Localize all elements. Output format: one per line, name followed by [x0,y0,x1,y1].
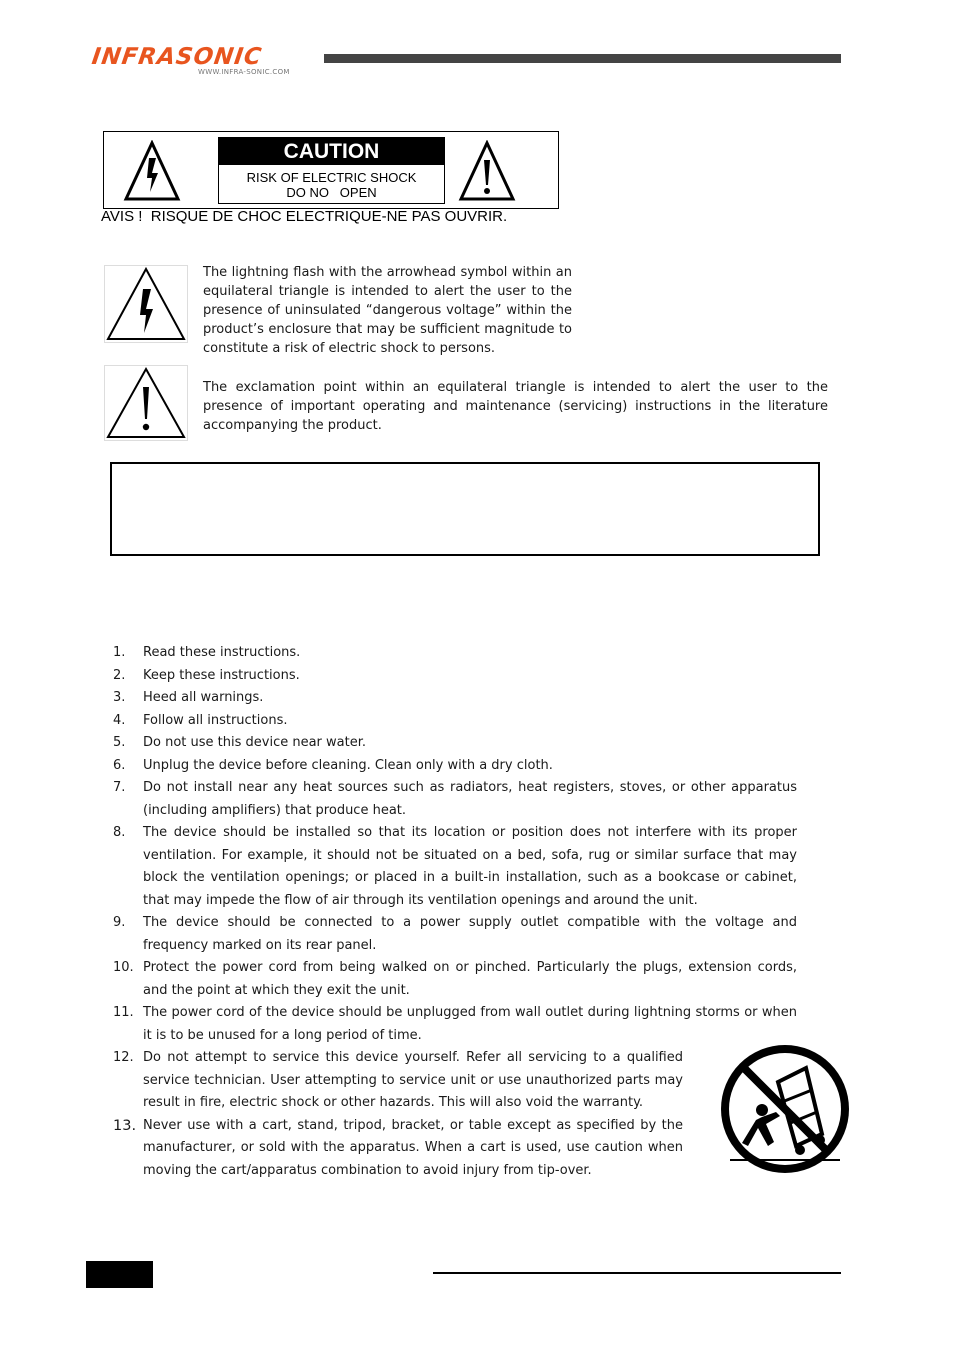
item-text: Never use with a cart, stand, tripod, bracket, or table except as specified by the manufacturer, or sold with the apparatus. When a cart is used, use caution when moving the cart/apparatus combination to avoid injury from tip-over. [143,1117,683,1178]
exclamation-symbol-description: The exclamation point within an equilateral triangle is intended to alert the user to the presence of important operating and maintenance (servicing) instructions in the literature accompanying the product. [203,380,828,433]
caution-line-2: DO NO OPEN [286,185,377,200]
list-item [113,642,797,665]
item-number: 11. [113,1005,134,1020]
list-item [113,1047,683,1115]
lightning-triangle-icon [104,265,188,347]
item-number: 7. [113,780,126,795]
brand-logo [92,44,308,80]
list-item [113,710,797,733]
item-number: 12. [113,1050,134,1065]
item-text: Unplug the device before cleaning. Clean only with a dry cloth. [143,757,553,773]
list-item [113,732,797,755]
list-item [113,912,797,957]
list-item [113,957,797,1002]
list-item [113,755,797,778]
list-item [113,1115,683,1183]
safety-instructions-list [113,642,797,1182]
lightning-triangle-icon [123,140,181,206]
item-text: Keep these instructions. [143,667,300,683]
cart-tip-over-warning-icon [718,1042,852,1180]
item-number: 13. [113,1117,137,1134]
item-number: 4. [113,712,126,728]
list-item [113,687,797,710]
list-item [113,1002,797,1047]
item-text: Follow all instructions. [143,712,288,728]
item-number: 9. [113,915,126,930]
lightning-symbol-description: The lightning flash with the arrowhead symbol within an equilateral triangle is intended to alert the user to the presence of uninsulated “dangerous voltage” within the product’s enclosure that may be sufficient magnitude to constitute a risk of electric shock to persons. [203,265,572,356]
item-text: The device should be installed so that its location or position does not interfere with its proper ventilation. For example, it should not be situated on a bed, sofa, rug or similar surface that may block the ventilation openings; or placed in a built-in installation, such as a bookcase or cabinet, that may impede the flow of air through its ventilation openings and around the unit. [143,825,797,908]
logo-url: WWW.INFRA-SONIC.COM [198,68,290,76]
logo-text: INFRASONIC [90,44,264,70]
item-number: 3. [113,690,126,705]
item-text: Protect the power cord from being walked on or pinched. Particularly the plugs, extension cords, and the point at which they exit the unit. [143,960,797,998]
list-item [113,665,797,688]
caution-french: AVIS ! RISQUE DE CHOC ELECTRIQUE-NE PAS OUVRIR. [101,208,508,225]
item-number: 1. [113,645,126,660]
item-text: Do not install near any heat sources such as radiators, heat registers, stoves, or other apparatus (including amplifiers) that produce heat. [143,780,797,818]
item-text: Do not use this device near water. [143,735,367,750]
list-item [113,822,797,912]
footer-rule [433,1272,841,1274]
item-number: 5. [113,735,126,750]
item-number: 10. [113,960,134,975]
item-number: 6. [113,757,126,773]
item-number: 8. [113,825,126,840]
exclamation-triangle-icon [458,140,516,206]
warning-box [110,462,820,556]
page-number-block [86,1261,153,1288]
exclamation-triangle-icon [104,365,188,445]
caution-panel [218,137,445,204]
item-text: Heed all warnings. [143,690,264,705]
item-text: Do not attempt to service this device yourself. Refer all servicing to a qualified service technician. User attempting to service unit or use unauthorized parts may result in fire, electric shock or other hazards. This will also void the warranty. [143,1050,683,1110]
caution-label [103,131,559,209]
item-number: 2. [113,667,126,683]
header-bar [324,54,841,63]
item-text: The power cord of the device should be unplugged from wall outlet during lightning storms or when it is to be unused for a long period of time. [143,1005,797,1043]
item-text: Read these instructions. [143,645,301,660]
caution-title: CAUTION [219,138,444,165]
item-text: The device should be connected to a power supply outlet compatible with the voltage and frequency marked on its rear panel. [143,915,797,953]
caution-line-1: RISK OF ELECTRIC SHOCK [246,170,417,185]
list-item [113,777,797,822]
